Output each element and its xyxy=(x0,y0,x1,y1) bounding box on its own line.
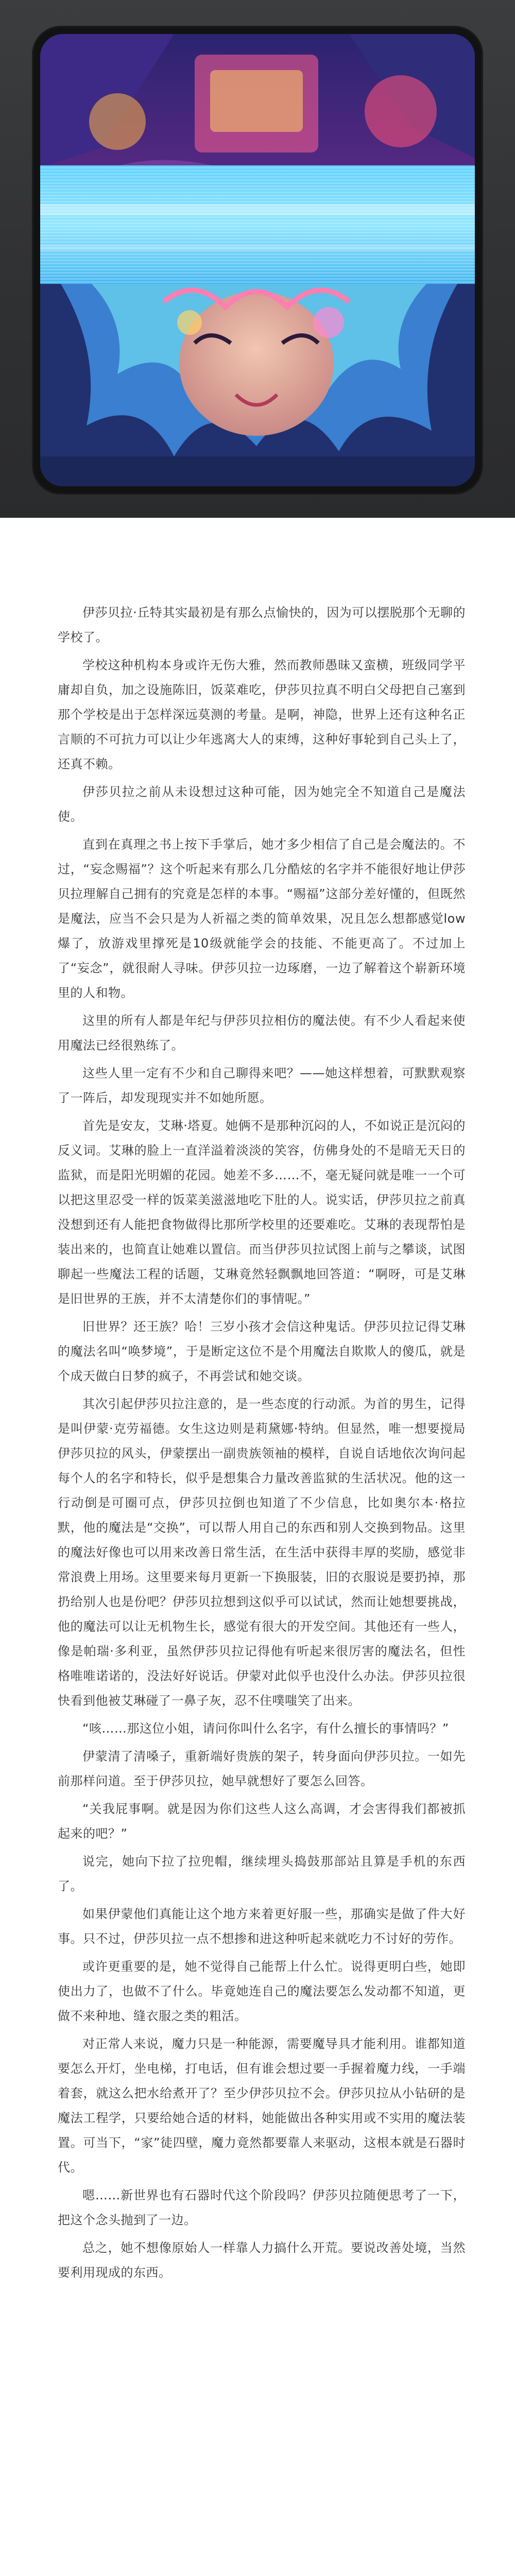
paragraph: 如果伊蒙他们真能让这个地方来着更好服一些，那确实是做了件大好事。只不过，伊莎贝拉一点不想掺和进这种听起来就吃力不讨好的劳作。 xyxy=(58,1907,466,1946)
paragraph: 首先是安友，艾琳·塔夏。她俩不是那种沉闷的人，不如说正是沉闷的反义词。艾琳的脸上一直洋溢着淡淡的笑容，仿佛身处的不是暗无天日的监狱，而是阳光明媚的花园。她差不多……不，毫无疑问就是唯一一个可以把这里忍受一样的饭菜美滋滋地吃下肚的人。说实话，伊莎贝拉之前真没想到还有人能把食物做得比那所学校里的还要难吃。艾琳的表现帮怕是装出来的，也简直让她难以置信。而当伊莎贝拉试图上前与之攀谈，试图聊起一些魔法工程的话题，艾琳竟然轻飘飘地回答道：“啊呀，可是艾琳是旧世界的王族，并不太清楚你们的事情呢。” xyxy=(58,1118,466,1306)
paragraph: “关我屁事啊。就是因为你们这些人这么高调，才会害得我们都被抓起来的吧？” xyxy=(58,1802,466,1841)
article-body xyxy=(58,600,466,2288)
paragraph: 这些人里一定有不少和自己聊得来吧？——她这样想着，可默默观察了一阵后，却发现现实并不如她所愿。 xyxy=(58,1066,466,1105)
paragraph: 学校这种机构本身或许无伤大雅，然而教师愚昧又蛮横，班级同学平庸却自负，加之设施陈旧，饭菜难吃，伊莎贝拉真不明白父母把自己塞到那个学校是出于怎样深远莫测的考量。是啊，神隐，世界上还有这种名正言顺的不可抗力可以让少年逃离大人的束缚，这种好事轮到自己头上了，还真不赖。 xyxy=(58,658,466,771)
paragraph: 伊莎贝拉之前从未设想过这种可能，因为她完全不知道自己是魔法使。 xyxy=(58,785,466,824)
paragraph: 说完，她向下拉了拉兜帽，继续埋头捣鼓那部站且算是手机的东西了。 xyxy=(58,1854,466,1893)
paragraph: 总之，她不想像原始人一样靠人力搞什么开荒。要说改善处境，当然要利用现成的东西。 xyxy=(58,2241,466,2280)
paragraph: 伊蒙清了清嗓子，重新端好贵族的架子，转身面向伊莎贝拉。一如先前那样问道。至于伊莎贝拉，她早就想好了要怎么回答。 xyxy=(58,1749,466,1788)
paragraph: 或许更重要的是，她不觉得自己能帮上什么忙。说得更明白些，她即使出力了，也做不了什么。毕竟她连自己的魔法要怎么发动都不知道，更做不来种地、缝衣服之类的粗活。 xyxy=(58,1959,466,2023)
paragraph: 直到在真理之书上按下手掌后，她才多少相信了自己是会魔法的。不过，“妄念赐福”？这个听起来有那么几分酷炫的名字并不能很好地让伊莎贝拉理解自己拥有的究竟是怎样的本事。“赐福”这部分差好懂的，但既然是魔法，应当不会只是为人祈福之类的简单效果，况且怎么想都感觉low爆了，放游戏里撑死是10级就能学会的技能、不能更高了。不过加上了“妄念”，就很耐人寻味。伊莎贝拉一边琢磨，一边了解着这个崭新环境里的人和物。 xyxy=(58,837,466,1000)
paragraph: 旧世界？还王族？哈！三岁小孩才会信这种鬼话。伊莎贝拉记得艾琳的魔法名叫“唤梦境”，于是断定这位不是个用魔法自欺欺人的傻瓜，就是个成天做白日梦的疯子，不再尝试和她交谈。 xyxy=(58,1319,466,1383)
hero-illustration xyxy=(0,0,515,518)
paragraph: 这里的所有人都是年纪与伊莎贝拉相仿的魔法使。有不少人看起来使用魔法已经很熟练了。 xyxy=(58,1013,466,1053)
paragraph: 嗯……新世界也有石器时代这个阶段吗？伊莎贝拉随便思考了一下，把这个念头抛到了一边。 xyxy=(58,2188,466,2227)
paragraph: 对正常人来说，魔力只是一种能源，需要魔导具才能利用。谁都知道要怎么开灯，坐电梯，打电话，但有谁会想过要一手握着魔力线，一手端着套，就这么把水给煮开了？至少伊莎贝拉不会。伊莎贝拉从小钻研的是魔法工程学，只要给她合适的材料，她能做出各种实用或不实用的魔法装置。可当下，“家”徒四壁，魔力竟然都要靠人来驱动，这根本就是石器时代。 xyxy=(58,2037,466,2175)
paragraph: “咳……那这位小姐，请问你叫什么名字，有什么擅长的事情吗？” xyxy=(82,1721,449,1736)
paragraph: 其次引起伊莎贝拉注意的，是一些态度的行动派。为首的男生，记得是叫伊蒙·克劳福德。女生这边则是莉黛娜·特纳。但显然，唯一想要搅局伊莎贝拉的风头，伊蒙摆出一副贵族领袖的模样，自说自话地依次询问起每个人的名字和特长，似乎是想集合力量改善监狱的生活状况。他的这一行动倒是可圈可点，伊莎贝拉倒也知道了不少信息，比如奥尔本·格拉默，他的魔法是“交换”，可以帮人用自己的东西和别人交换到物品。这里的魔法好像也可以用来改善日常生活，在生活中获得丰厚的奖励，感觉非常浪费上用场。这里要来每月更新一下换服装，旧的衣服说是要扔掉，那扔给别人也是份吧？伊莎贝拉想到这似乎可以试试，然而让她想要挑战，他的魔法可以让无机物生长，感觉有很大的开发空间。其他还有一些人，像是帕瑞·多利亚，虽然伊莎贝拉记得他有听起来很厉害的魔法名，但性格唯唯诺诺的，没法好好说话。伊蒙对此似乎也没什么办法。伊莎贝拉很快看到他被艾琳碰了一鼻子灰，忍不住噗嗤笑了出来。 xyxy=(58,1397,466,1708)
tv-screen-art-icon xyxy=(40,34,475,486)
paragraph: 伊莎贝拉·丘特其实最初是有那么点愉快的，因为可以摆脱那个无聊的学校了。 xyxy=(58,605,466,645)
